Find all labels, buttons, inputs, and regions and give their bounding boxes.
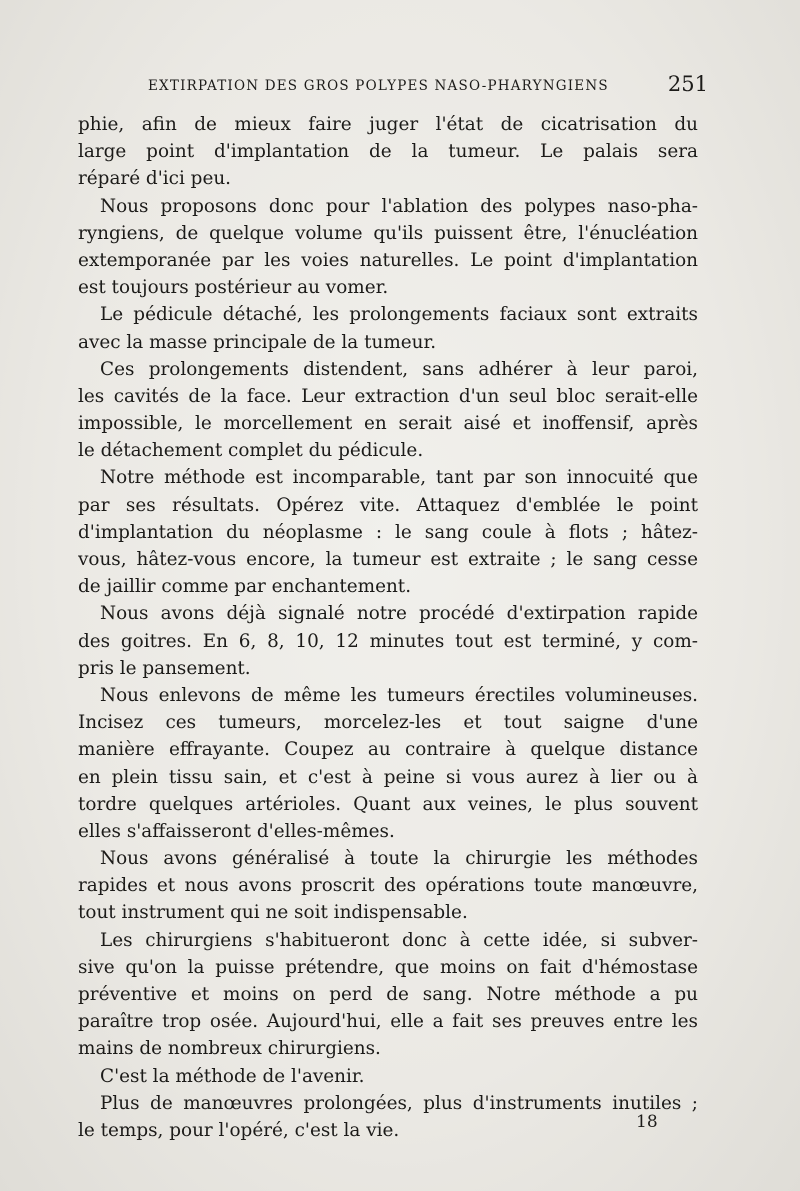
text-line: large point d'implantation de la tumeur. Le palais sera [78,141,698,163]
text-line: tout instrument qui ne soit indispensable. [78,902,468,924]
text-line: ryngiens, de quelque volume qu'ils puissent être, l'énucléation [78,222,698,244]
text-line: Le pédicule détaché, les prolongements faciaux sont extraits [100,304,698,326]
text-line: C'est la méthode de l'avenir. [100,1065,365,1087]
text-line: tordre quelques artérioles. Quant aux veines, le plus souvent [78,793,698,815]
text-line: est toujours postérieur au vomer. [78,277,389,299]
text-line: Ces prolongements distendent, sans adhérer à leur paroi, [100,358,698,380]
text-line: manière effrayante. Coupez au contraire à quelque distance [78,739,698,761]
text-line: impossible, le morcellement en serait aisé et inoffensif, après [78,413,698,435]
page-number: 251 [667,72,708,96]
text-line: le détachement complet du pédicule. [78,440,424,462]
text-line: d'implantation du néoplasme : le sang coule à flots ; hâtez- [78,521,698,543]
text-line: Nous proposons donc pour l'ablation des polypes naso-pha- [100,195,698,217]
text-line: préventive et moins on perd de sang. Notre méthode a pu [78,984,698,1005]
text-line: mains de nombreux chirurgiens. [78,1038,381,1060]
text-line: réparé d'ici peu. [78,168,232,190]
text-line: en plein tissu sain, et c'est à peine si vous aurez à lier ou à [78,766,698,788]
text-line: paraître trop osée. Aujourd'hui, elle a fait ses preuves entre les [78,1011,698,1033]
signature-mark: 18 [636,1112,658,1132]
text-line: Nous enlevons de même les tumeurs érectiles volumineuses. [100,684,698,706]
text-line: les cavités de la face. Leur extraction d'un seul bloc serait-elle [78,385,698,407]
text-line: sive qu'on la puisse prétendre, que moins on fait d'hémostase [78,956,698,978]
text-line: le temps, pour l'opéré, c'est la vie. [78,1119,400,1141]
text-line: Plus de manœuvres prolongées, plus d'instruments inutiles ; [100,1092,698,1114]
page-header [148,72,708,100]
text-line: de jaillir comme par enchantement. [78,576,412,598]
text-line: Incisez ces tumeurs, morcelez-les et tout saigne d'une [78,712,698,734]
text-line: Nous avons déjà signalé notre procédé d'extirpation rapide [100,603,698,625]
text-line: Les chirurgiens s'habitueront donc à cette idée, si subver- [100,929,698,951]
body-text [78,111,698,1144]
text-line: des goitres. En 6, 8, 10, 12 minutes tout est terminé, y com- [78,630,698,652]
text-line: avec la masse principale de la tumeur. [78,331,437,353]
text-line: vous, hâtez-vous encore, la tumeur est extraite ; le sang cesse [78,549,698,570]
text-line: extemporanée par les voies naturelles. Le point d'implantation [78,249,698,271]
text-line: rapides et nous avons proscrit des opérations toute manœuvre, [78,875,698,897]
text-line: par ses résultats. Opérez vite. Attaquez d'emblée le point [78,494,698,516]
text-line: pris le pansement. [78,657,251,679]
text-line: Notre méthode est incomparable, tant par son innocuité que [100,467,698,489]
running-title: EXTIRPATION DES GROS POLYPES NASO-PHARYNGIENS [148,78,609,94]
text-line: Nous avons généralisé à toute la chirurgie les méthodes [100,848,698,870]
text-line: phie, afin de mieux faire juger l'état de cicatrisation du [78,114,698,135]
text-line: elles s'affaisseront d'elles-mêmes. [78,820,395,842]
